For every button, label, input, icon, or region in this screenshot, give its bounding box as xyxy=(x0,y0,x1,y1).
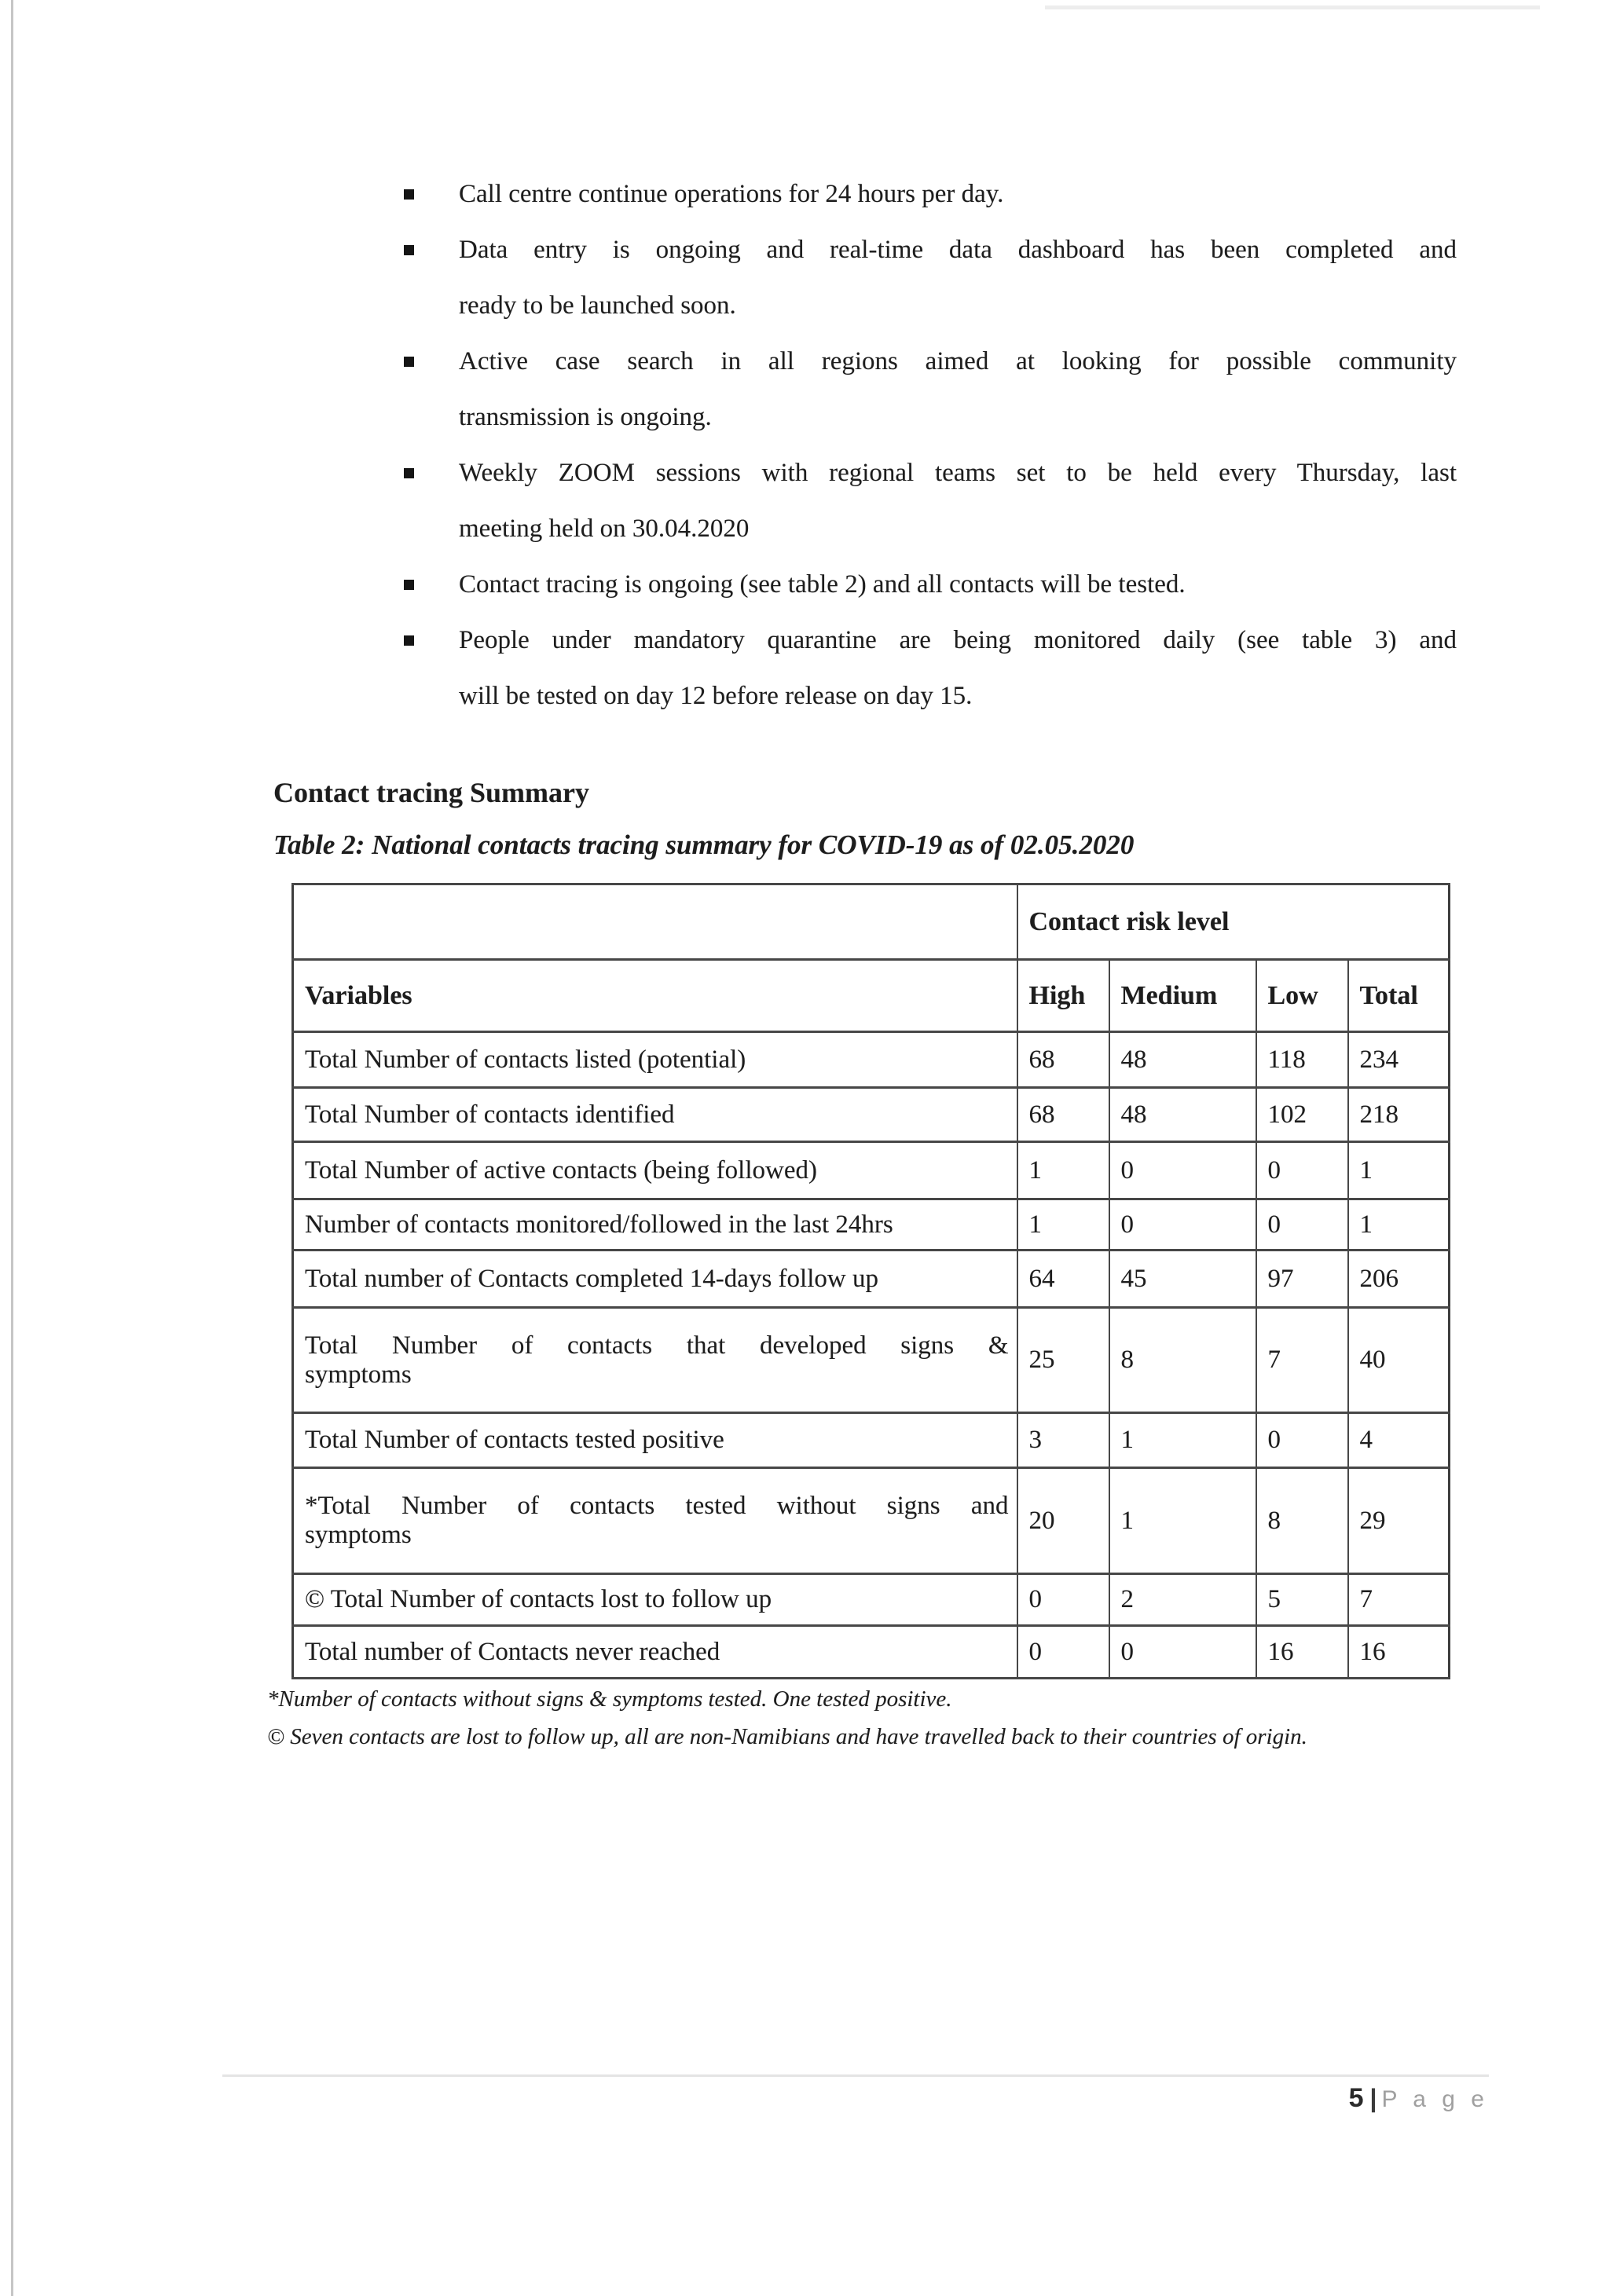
bullet-item xyxy=(402,334,1457,445)
contact-tracing-table xyxy=(291,883,1450,1679)
col-header-medium: Medium xyxy=(1109,960,1256,1032)
row-label: Total Number of contacts listed (potential) xyxy=(293,1032,1017,1088)
group-header-cell: Contact risk level xyxy=(1017,884,1450,960)
cell-total: 218 xyxy=(1348,1088,1450,1142)
cell-low: 0 xyxy=(1256,1413,1348,1468)
cell-medium: 45 xyxy=(1109,1251,1256,1308)
row-label: Total number of Contacts never reached xyxy=(293,1626,1017,1679)
cell-high: 68 xyxy=(1017,1032,1109,1088)
cell-total: 1 xyxy=(1348,1142,1450,1199)
bullet-item xyxy=(402,167,1457,222)
cell-total: 1 xyxy=(1348,1199,1450,1251)
col-header-total: Total xyxy=(1348,960,1450,1032)
cell-medium: 1 xyxy=(1109,1468,1256,1574)
cell-total: 206 xyxy=(1348,1251,1450,1308)
table-row xyxy=(293,1199,1450,1251)
bullet-text-line: meeting held on 30.04.2020 xyxy=(459,514,750,543)
bullet-square-icon xyxy=(404,468,414,478)
footnote-asterisk: *Number of contacts without signs & symptoms tested. One tested positive. xyxy=(267,1686,952,1712)
bullet-list xyxy=(402,167,1457,724)
cell-high: 1 xyxy=(1017,1199,1109,1251)
bullet-square-icon xyxy=(404,245,414,255)
cell-medium: 1 xyxy=(1109,1413,1256,1468)
empty-corner-cell xyxy=(293,884,1017,960)
bullet-text-line: transmission is ongoing. xyxy=(459,403,712,431)
bullet-text-line: Active case search in all regions aimed at looking for possible community xyxy=(459,347,1457,375)
row-label: Total Number of active contacts (being followed) xyxy=(293,1142,1017,1199)
table-row xyxy=(293,1626,1450,1679)
row-label: *Total Number of contacts tested without signs and symptoms xyxy=(293,1468,1017,1574)
cell-medium: 0 xyxy=(1109,1199,1256,1251)
row-label: Total number of Contacts completed 14-days follow up xyxy=(293,1251,1017,1308)
page-footer xyxy=(1100,2083,1489,2114)
bullet-square-icon xyxy=(404,580,414,590)
row-label: Total Number of contacts identified xyxy=(293,1088,1017,1142)
table-row xyxy=(293,1142,1450,1199)
table-row xyxy=(293,1468,1450,1574)
bullet-item xyxy=(402,445,1457,557)
cell-low: 16 xyxy=(1256,1626,1348,1679)
cell-medium: 2 xyxy=(1109,1574,1256,1626)
bullet-text-line: ready to be launched soon. xyxy=(459,291,736,320)
cell-medium: 48 xyxy=(1109,1088,1256,1142)
cell-total: 7 xyxy=(1348,1574,1450,1626)
row-label: Total Number of contacts that developed signs & symptoms xyxy=(293,1308,1017,1413)
cell-high: 1 xyxy=(1017,1142,1109,1199)
footnote-copyright: © Seven contacts are lost to follow up, all are non-Namibians and have travelled back to their countries of origin. xyxy=(267,1724,1307,1749)
bullet-square-icon xyxy=(404,357,414,367)
cell-low: 118 xyxy=(1256,1032,1348,1088)
cell-total: 4 xyxy=(1348,1413,1450,1468)
cell-low: 102 xyxy=(1256,1088,1348,1142)
col-header-low: Low xyxy=(1256,960,1348,1032)
bullet-item xyxy=(402,613,1457,724)
cell-low: 97 xyxy=(1256,1251,1348,1308)
table-row xyxy=(293,1413,1450,1468)
cell-total: 40 xyxy=(1348,1308,1450,1413)
cell-low: 0 xyxy=(1256,1199,1348,1251)
scan-edge-line xyxy=(11,0,13,2296)
footer-separator: | xyxy=(1369,2084,1377,2112)
bullet-text-line: Data entry is ongoing and real-time data dashboard has been completed and xyxy=(459,236,1457,264)
cell-high: 64 xyxy=(1017,1251,1109,1308)
cell-total: 234 xyxy=(1348,1032,1450,1088)
table-row xyxy=(293,1574,1450,1626)
bullet-text-line: Weekly ZOOM sessions with regional teams set to be held every Thursday, last xyxy=(459,459,1457,487)
cell-high: 68 xyxy=(1017,1088,1109,1142)
cell-high: 0 xyxy=(1017,1626,1109,1679)
cell-medium: 0 xyxy=(1109,1142,1256,1199)
row-label: Total Number of contacts tested positive xyxy=(293,1413,1017,1468)
col-header-high: High xyxy=(1017,960,1109,1032)
table-row xyxy=(293,1308,1450,1413)
row-label: Number of contacts monitored/followed in the last 24hrs xyxy=(293,1199,1017,1251)
footnotes xyxy=(267,1686,1461,1761)
table-row xyxy=(293,1088,1450,1142)
cell-low: 8 xyxy=(1256,1468,1348,1574)
cell-low: 5 xyxy=(1256,1574,1348,1626)
bullet-text-line: People under mandatory quarantine are being monitored daily (see table 3) and xyxy=(459,626,1457,654)
col-header-variables: Variables xyxy=(293,960,1017,1032)
cell-medium: 48 xyxy=(1109,1032,1256,1088)
scan-artifact xyxy=(1045,5,1540,9)
table-row xyxy=(293,1251,1450,1308)
column-header-row xyxy=(293,960,1450,1032)
cell-high: 0 xyxy=(1017,1574,1109,1626)
bullet-text-line: Call centre continue operations for 24 hours per day. xyxy=(459,180,1004,208)
table-caption: Table 2: National contacts tracing summary for COVID-19 as of 02.05.2020 xyxy=(273,829,1135,860)
bullet-square-icon xyxy=(404,635,414,646)
cell-high: 25 xyxy=(1017,1308,1109,1413)
cell-medium: 0 xyxy=(1109,1626,1256,1679)
page-word: P a g e xyxy=(1381,2086,1489,2112)
bullet-text-line: will be tested on day 12 before release on day 15. xyxy=(459,682,973,710)
cell-total: 16 xyxy=(1348,1626,1450,1679)
bullet-item xyxy=(402,557,1457,613)
cell-high: 3 xyxy=(1017,1413,1109,1468)
bullet-square-icon xyxy=(404,189,414,200)
group-header-row xyxy=(293,884,1450,960)
cell-medium: 8 xyxy=(1109,1308,1256,1413)
cell-total: 29 xyxy=(1348,1468,1450,1574)
section-heading: Contact tracing Summary xyxy=(273,777,589,808)
bullet-text-line: Contact tracing is ongoing (see table 2) and all contacts will be tested. xyxy=(459,570,1186,599)
cell-high: 20 xyxy=(1017,1468,1109,1574)
cell-low: 0 xyxy=(1256,1142,1348,1199)
table-row xyxy=(293,1032,1450,1088)
footer-divider-line xyxy=(222,2074,1489,2077)
row-label: © Total Number of contacts lost to follow up xyxy=(293,1574,1017,1626)
page-number: 5 xyxy=(1348,2083,1364,2113)
cell-low: 7 xyxy=(1256,1308,1348,1413)
bullet-item xyxy=(402,222,1457,334)
